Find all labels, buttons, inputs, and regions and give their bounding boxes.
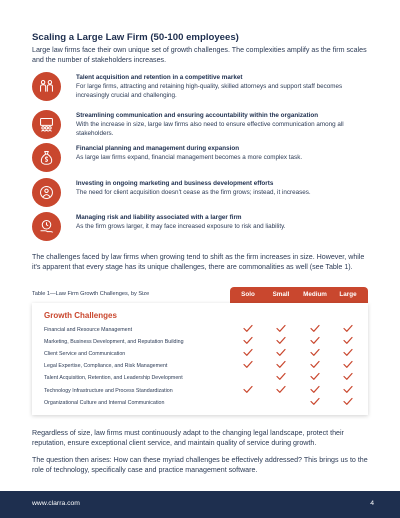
- check-icon: [276, 336, 286, 345]
- row-label: Financial and Resource Management: [44, 327, 133, 333]
- check-icon: [343, 336, 353, 345]
- check-icon: [276, 385, 286, 394]
- check-icon: [343, 360, 353, 369]
- meeting-icon: [32, 110, 61, 139]
- intro-paragraph: Large law firms face their own unique set of growth challenges. The complexities amplify as the firm scales and the number of stakeholders increases.: [32, 46, 367, 65]
- challenge-title: Managing risk and liability associated with a larger firm: [76, 214, 242, 221]
- paragraph: Regardless of size, law firms must continuously adapt to the changing legal landscape, protect their reputation, ensure exceptional client service, and maintain quality of service during growth.: [32, 429, 344, 448]
- table-group-title: Growth Challenges: [44, 311, 117, 320]
- challenge-item: [32, 110, 372, 140]
- challenge-item: [32, 72, 372, 102]
- check-icon: [243, 385, 253, 394]
- check-icon: [343, 372, 353, 381]
- challenge-title: Streamlining communication and ensuring accountability within the organization: [76, 112, 319, 119]
- column-header: Large: [339, 291, 357, 298]
- challenge-title: Financial planning and management during expansion: [76, 145, 240, 152]
- person-target-icon: [32, 178, 61, 207]
- challenge-description: With the increase in size, large law firms also need to ensure effective communication among all stakeholders.: [76, 121, 344, 137]
- row-label: Technology Infrastructure and Process Standardization: [44, 387, 173, 394]
- hand-clock-icon: [32, 212, 61, 241]
- check-icon: [243, 336, 253, 345]
- challenge-title: Investing in ongoing marketing and business development efforts: [76, 180, 274, 187]
- row-label: Talent Acquisition, Retention, and Leadership Development: [44, 375, 183, 382]
- check-icon: [310, 397, 320, 406]
- check-icon: [276, 348, 286, 357]
- column-header: Medium: [303, 291, 327, 298]
- challenge-title: Talent acquisition and retention in a competitive market: [76, 74, 243, 81]
- challenge-item: [32, 212, 372, 242]
- challenge-description: The need for client acquisition doesn't cease as the firm grows; instead, it increases.: [76, 189, 311, 196]
- people-icon: [32, 72, 61, 101]
- paragraph: The question then arises: How can these myriad challenges be effectively addressed? This brings us to the role of technology, specifically case and practice management software.: [32, 456, 368, 475]
- check-icon: [243, 360, 253, 369]
- challenge-item: [32, 143, 372, 173]
- column-header: Solo: [241, 291, 255, 298]
- challenge-description: For large firms, attracting and retaining high-quality, skilled attorneys and support staff becomes increasingly crucial and challenging.: [76, 83, 343, 99]
- section-heading: Scaling a Large Law Firm (50-100 employees): [32, 32, 239, 43]
- check-icon: [343, 385, 353, 394]
- row-label: Organizational Culture and Internal Communication: [44, 399, 165, 406]
- check-icon: [276, 372, 286, 381]
- check-icon: [343, 397, 353, 406]
- table-body: [32, 303, 368, 415]
- check-icon: [310, 336, 320, 345]
- footer-url[interactable]: www.clarra.com: [32, 500, 80, 507]
- table-caption: Table 1—Law Firm Growth Challenges, by Size: [32, 291, 150, 297]
- row-label: Legal Expertise, Compliance, and Risk Management: [44, 363, 168, 370]
- check-icon: [276, 360, 286, 369]
- check-icon: [343, 324, 353, 333]
- challenge-item: [32, 178, 372, 208]
- footer: [0, 491, 400, 518]
- table-row: [32, 398, 368, 410]
- check-icon: [243, 324, 253, 333]
- check-icon: [310, 324, 320, 333]
- paragraph: The challenges faced by law firms when growing tend to shift as the firm increases in size. However, while it's apparent that every stage has its unique challenges, there are commonalities as well (see Table 1).: [32, 253, 365, 272]
- row-label: Client Service and Communication: [44, 351, 126, 358]
- check-icon: [310, 348, 320, 357]
- row-label: Marketing, Business Development, and Reputation Building: [44, 339, 184, 346]
- money-bag-icon: [32, 143, 61, 172]
- table-header: [230, 287, 368, 303]
- page-number: 4: [370, 500, 374, 507]
- column-header: Small: [272, 291, 290, 298]
- check-icon: [276, 324, 286, 333]
- check-icon: [243, 348, 253, 357]
- check-icon: [310, 360, 320, 369]
- challenge-description: As the firm grows larger, it may face increased exposure to risk and liability.: [76, 223, 286, 230]
- check-icon: [343, 348, 353, 357]
- growth-challenges-table: [32, 287, 368, 418]
- check-icon: [310, 372, 320, 381]
- check-icon: [310, 385, 320, 394]
- challenge-description: As large law firms expand, financial management becomes a more complex task.: [76, 154, 303, 161]
